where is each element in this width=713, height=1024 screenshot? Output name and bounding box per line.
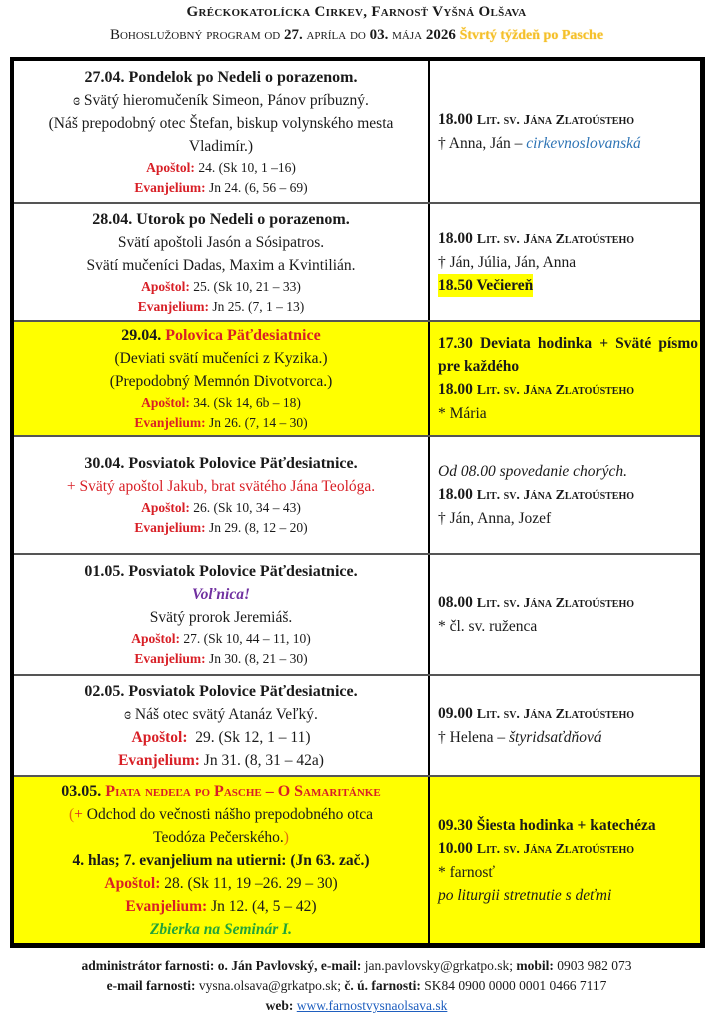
day-commemoration	[153, 826, 289, 849]
apostol-label: Apoštol:	[146, 159, 195, 175]
paren-open: (	[68, 805, 75, 823]
commemoration-text: Odchod do večnosti nášho prepodobného otca	[86, 805, 374, 823]
apostol-label: Apoštol:	[141, 395, 190, 410]
evanjelium-ref: Jn 26. (7, 14 – 30)	[209, 415, 308, 430]
liturgy-time: 10.00	[438, 839, 473, 857]
day-title: 02.05. Posviatok Polovice Päťdesiatnice.	[84, 682, 358, 700]
day-liturgical-cell	[14, 204, 430, 320]
day-row	[14, 676, 700, 777]
month-from: apríla do	[306, 27, 366, 43]
intention: † Anna, Ján –	[438, 135, 527, 152]
footer-admin-line	[0, 956, 713, 975]
day-commemoration: ɞ Náš otec svätý Atanáz Veľký.	[124, 705, 318, 723]
apostol-label: Apoštol:	[131, 728, 188, 746]
day-services-cell	[430, 61, 700, 202]
apostol-reading	[132, 726, 311, 749]
day-commemoration: Svätý prorok Jeremiáš.	[149, 609, 293, 626]
paren-close: )	[283, 828, 289, 846]
parish-email: vysna.olsava@grkatpo.sk;	[198, 978, 341, 993]
intention: * Mária	[438, 405, 487, 422]
apostol-reading	[141, 498, 301, 518]
day-services-cell	[430, 555, 700, 674]
day-liturgical-cell	[14, 61, 430, 202]
day-feast: Piata nedeľa po Pasche – O Samaritánke	[105, 782, 381, 800]
evanjelium-label: Evanjelium:	[118, 751, 200, 769]
evanjelium-reading	[134, 413, 307, 433]
day-liturgical-cell	[14, 322, 430, 435]
parish-email-label: e-mail farnosti:	[106, 978, 196, 993]
day-title: 28.04. Utorok po Nedeli o porazenom.	[92, 210, 350, 228]
admin-name: o. Ján Pavlovský,	[217, 958, 318, 973]
evanjelium-reading	[125, 895, 316, 918]
program-subtitle	[0, 27, 713, 44]
liturgy-time: 09.00	[438, 705, 473, 722]
year: 2026	[425, 27, 456, 43]
collection-note: Zbierka na Seminár I.	[149, 920, 293, 938]
day-commemoration: (Deviati svätí mučeníci z Kyzika.)	[114, 350, 328, 367]
apostol-ref: 24. (Sk 10, 1 –16)	[198, 159, 296, 175]
evanjelium-label: Evanjelium:	[134, 651, 206, 666]
liturgy-line	[438, 702, 700, 726]
evanjelium-reading	[134, 649, 307, 669]
apostol-reading	[141, 393, 301, 413]
day-commemoration: ɞ Svätý hieromučeník Simeon, Pánov príbuzný.	[73, 91, 369, 109]
evanjelium-label: Evanjelium:	[134, 415, 206, 430]
admin-label: administrátor farnosti:	[81, 958, 215, 973]
apostol-ref: 27. (Sk 10, 44 – 11, 10)	[183, 631, 311, 646]
evanjelium-label: Evanjelium:	[134, 179, 206, 195]
date-from: 27.	[283, 27, 303, 43]
evanjelium-reading	[118, 749, 324, 772]
evanjelium-ref: Jn 12. (4, 5 – 42)	[211, 897, 317, 915]
pre-service: 09.30 Šiesta hodinka + katechéza	[438, 816, 656, 834]
apostol-label: Apoštol:	[141, 278, 190, 294]
day-services-cell	[430, 204, 700, 320]
intention: * čl. sv. ruženca	[438, 618, 538, 635]
evanjelium-reading	[138, 297, 305, 317]
apostol-reading	[146, 158, 296, 178]
day-services-cell	[430, 322, 700, 435]
website-link[interactable]: www.farnostvysnaolsava.sk	[296, 998, 448, 1013]
schedule-table	[10, 57, 705, 948]
apostol-reading	[141, 277, 301, 297]
cross-icon: +	[74, 805, 83, 823]
liturgy-line	[438, 837, 700, 861]
day-services-cell	[430, 676, 700, 775]
day-commemoration: + Svätý apoštol Jakub, brat svätého Jána Teológa.	[66, 478, 376, 495]
intention-note: cirkevnoslovanská	[526, 135, 641, 152]
liturgy-name: Lit. sv. Jána Zlatoústeho	[476, 596, 635, 611]
liturgy-time: 18.00	[438, 381, 473, 398]
day-title: 01.05. Posviatok Polovice Päťdesiatnice.	[84, 563, 358, 580]
apostol-ref: 25. (Sk 10, 21 – 33)	[193, 278, 301, 294]
liturgy-name: Lit. sv. Jána Zlatoústeho	[476, 488, 635, 503]
apostol-reading	[104, 872, 337, 895]
holiday-note: Voľnica!	[191, 586, 251, 603]
liturgy-line	[438, 108, 700, 132]
apostol-label: Apoštol:	[141, 500, 190, 515]
liturgy-name: Lit. sv. Jána Zlatoústeho	[476, 113, 635, 128]
day-row	[14, 322, 700, 437]
date-to: 03.	[369, 27, 389, 43]
account-number: SK84 0900 0000 0001 0466 7117	[424, 978, 607, 993]
footer-web-line	[0, 996, 713, 1015]
day-commemoration: Svätí mučeníci Dadas, Maxim a Kvintilián.	[86, 256, 356, 274]
admin-email: jan.pavlovsky@grkatpo.sk;	[364, 958, 513, 973]
footer-parish-line	[0, 976, 713, 995]
liturgy-name: Lit. sv. Jána Zlatoústeho	[476, 232, 635, 247]
day-date: 29.04.	[121, 327, 162, 344]
evanjelium-label: Evanjelium:	[134, 520, 206, 535]
post-service: po liturgii stretnutie s deťmi	[438, 886, 612, 904]
apostol-label: Apoštol:	[131, 631, 180, 646]
day-commemoration: (Prepodobný Memnón Divotvorca.)	[109, 373, 333, 390]
mobile-number: 0903 982 073	[557, 958, 632, 973]
intention: † Ján, Júlia, Ján, Anna	[438, 254, 577, 271]
day-title	[121, 324, 320, 347]
day-liturgical-cell	[14, 777, 430, 943]
apostol-ref: 34. (Sk 14, 6b – 18)	[193, 395, 301, 410]
intention-line	[438, 132, 700, 155]
evanjelium-reading	[134, 178, 307, 198]
liturgy-name: Lit. sv. Jána Zlatoústeho	[476, 841, 635, 857]
liturgy-time: 08.00	[438, 594, 473, 611]
day-liturgical-cell	[14, 676, 430, 775]
apostol-reading	[131, 629, 311, 649]
liturgy-name: Lit. sv. Jána Zlatoústeho	[476, 707, 635, 722]
evanjelium-reading	[134, 518, 307, 538]
day-liturgical-cell	[14, 437, 430, 553]
account-label: č. ú. farnosti:	[344, 978, 421, 993]
commemoration-text: Teodóza Pečerského.	[153, 828, 284, 846]
program-prefix: Bohoslužobný program od	[109, 27, 281, 43]
day-row	[14, 204, 700, 322]
apostol-ref: 29. (Sk 12, 1 – 11)	[195, 728, 311, 746]
day-feast: Polovica Päťdesiatnice	[165, 327, 321, 344]
liturgy-line	[438, 483, 700, 507]
mobile-label: mobil:	[516, 958, 554, 973]
evanjelium-ref: Jn 24. (6, 56 – 69)	[209, 179, 308, 195]
day-commemoration	[69, 803, 373, 826]
day-services-cell	[430, 777, 700, 943]
liturgy-name: Lit. sv. Jána Zlatoústeho	[476, 383, 635, 398]
day-title: 27.04. Pondelok po Nedeli o porazenom.	[84, 68, 358, 86]
day-row	[14, 777, 700, 943]
liturgy-line	[438, 378, 700, 402]
day-commemoration: (Náš prepodobný otec Štefan, biskup volynského mesta Vladimír.)	[48, 114, 394, 155]
day-title	[61, 780, 380, 803]
day-row	[14, 555, 700, 676]
day-row	[14, 61, 700, 204]
evanjelium-ref: Jn 29. (8, 12 – 20)	[209, 520, 308, 535]
day-row	[14, 437, 700, 555]
intention-note: štyridsaťdňová	[509, 729, 602, 746]
apostol-label: Apoštol:	[104, 874, 161, 892]
evanjelium-ref: Jn 31. (8, 31 – 42a)	[203, 751, 324, 769]
liturgy-line	[438, 591, 700, 615]
apostol-ref: 28. (Sk 11, 19 –26. 29 – 30)	[164, 874, 338, 892]
day-date: 03.05.	[61, 782, 102, 800]
pre-service: Od 08.00 spovedanie chorých.	[438, 463, 627, 480]
web-label: web:	[265, 998, 294, 1013]
liturgy-line	[438, 227, 700, 251]
day-commemoration: Svätí apoštoli Jasón a Sósipatros.	[117, 233, 325, 251]
evanjelium-label: Evanjelium:	[137, 298, 209, 314]
intention: † Ján, Anna, Jozef	[438, 510, 552, 527]
day-title: 30.04. Posviatok Polovice Päťdesiatnice.	[84, 455, 358, 472]
liturgy-time: 18.00	[438, 230, 473, 247]
intention: † Helena –	[438, 729, 510, 746]
evanjelium-label: Evanjelium:	[125, 897, 208, 915]
parish-title: Gréckokatolícka Cirkev, Farnosť Vyšná Olšava	[186, 4, 527, 20]
intention-line	[438, 726, 700, 749]
vespers-highlight: 18.50 Večiereň	[438, 274, 533, 297]
liturgy-time: 18.00	[438, 111, 473, 128]
day-services-cell	[430, 437, 700, 553]
email-label: e-mail:	[320, 958, 362, 973]
pre-service: 17.30 Deviata hodinka + Sväté písmo pre každého	[438, 335, 698, 375]
liturgy-time: 18.00	[438, 486, 473, 503]
evanjelium-ref: Jn 30. (8, 21 – 30)	[209, 651, 308, 666]
week-label: Štvrtý týždeň po Pasche	[459, 28, 604, 43]
intention: * farnosť	[438, 863, 495, 881]
day-liturgical-cell	[14, 555, 430, 674]
evanjelium-ref: Jn 25. (7, 1 – 13)	[212, 298, 305, 314]
tone-line: 4. hlas; 7. evanjelium na utierni: (Jn 63. zač.)	[72, 851, 370, 869]
apostol-ref: 26. (Sk 10, 34 – 43)	[193, 500, 301, 515]
month-to: mája	[392, 27, 423, 43]
